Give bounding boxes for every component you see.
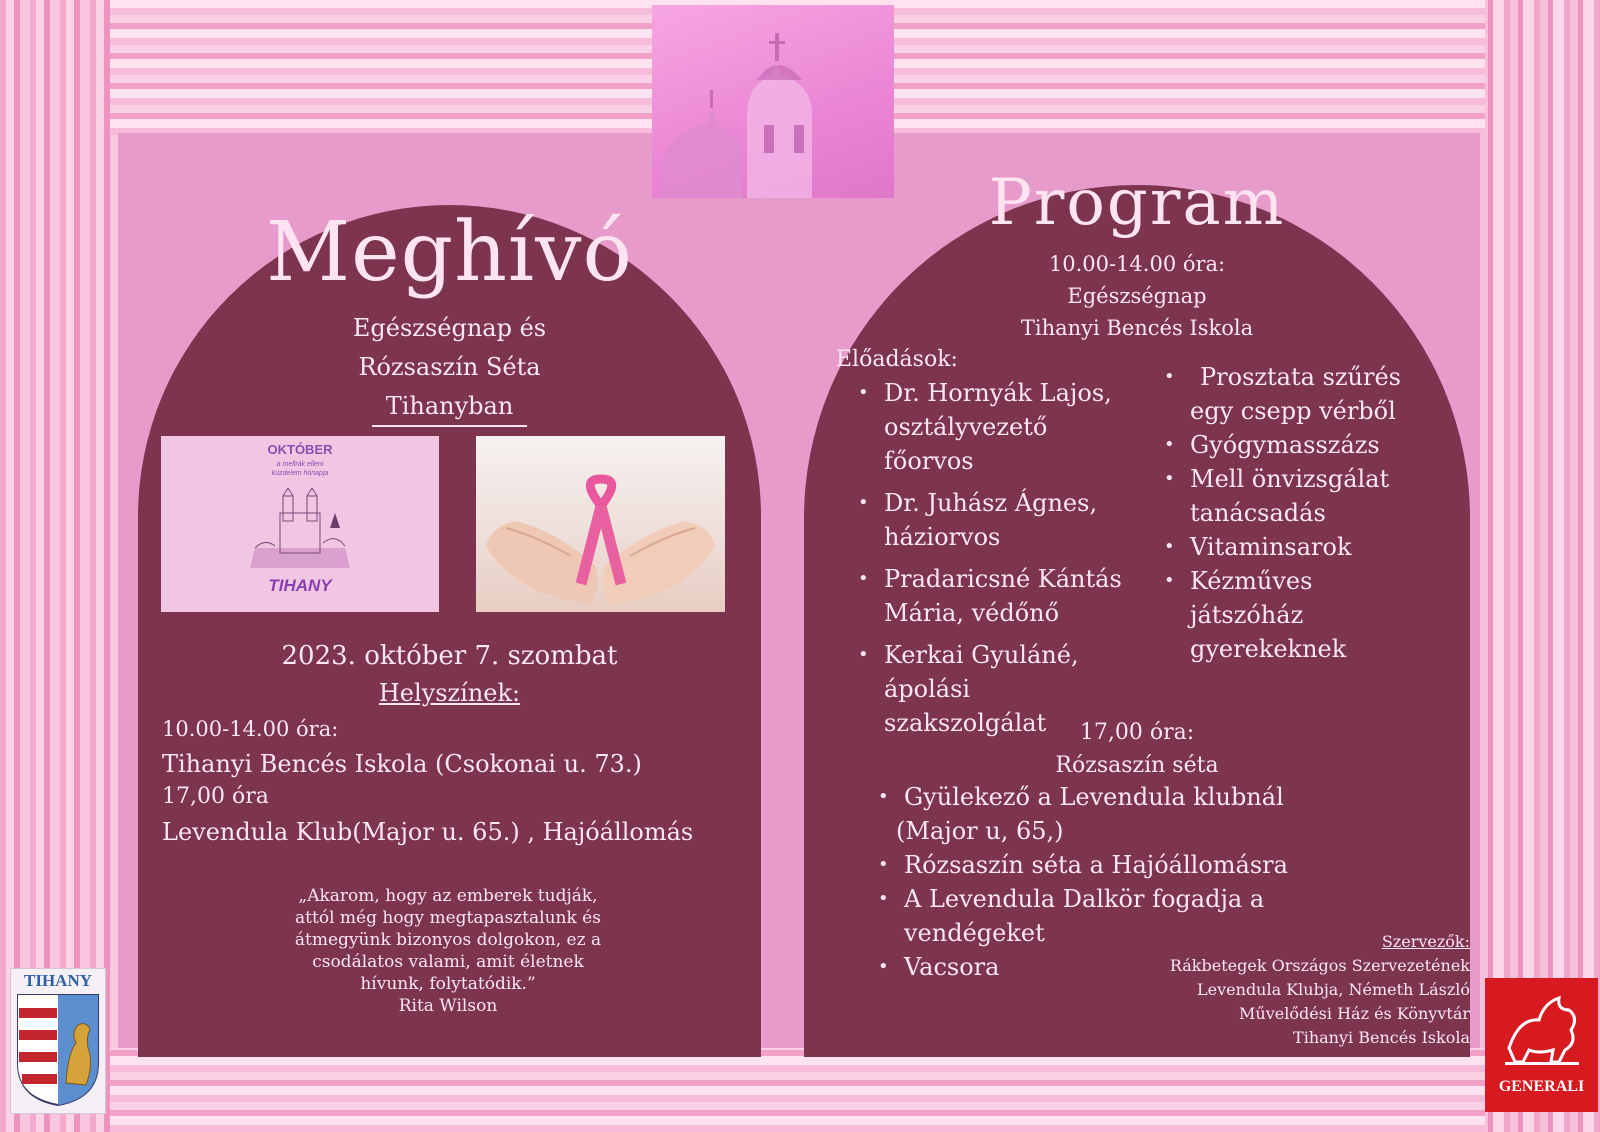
lecture-line: • Kerkai Gyuláné, xyxy=(884,641,1079,669)
lecture-line: osztályvezető xyxy=(884,413,1048,441)
service-line: egy csepp vérből xyxy=(1190,397,1396,425)
organizers-heading: Szervezők: xyxy=(1381,932,1470,951)
service-line: • Vitaminsarok xyxy=(1190,533,1352,561)
list-item xyxy=(876,848,1336,882)
list-item xyxy=(1162,360,1462,428)
place-label: Tihanyi Bencés Iskola xyxy=(1020,316,1254,340)
pink-ribbon-hands-image xyxy=(476,436,725,612)
tihany-logo-text: TIHANY xyxy=(23,971,92,990)
lectures-heading: Előadások: xyxy=(836,347,958,372)
service-line: • Gyógymasszázs xyxy=(1190,431,1380,459)
list-item xyxy=(856,562,1156,630)
walk-line: • A Levendula Dalkör fogadja a xyxy=(904,885,1265,913)
services-list xyxy=(1162,360,1462,666)
lecture-line: főorvos xyxy=(884,447,974,475)
walk-line: • Rózsaszín séta a Hajóállomásra xyxy=(904,851,1288,879)
quote xyxy=(248,885,648,1017)
lecture-line: • Dr. Juhász Ágnes, xyxy=(884,489,1098,517)
list-item xyxy=(856,376,1156,478)
time-label: 10.00-14.00 óra: xyxy=(1048,252,1226,276)
subtitle-line: Rózsaszín Séta xyxy=(358,353,541,381)
list-item xyxy=(876,780,1336,848)
list-item xyxy=(1162,530,1462,564)
lectures-list xyxy=(856,376,1156,740)
organizer-line: Levendula Klubja, Németh László xyxy=(1197,980,1470,999)
generali-logo xyxy=(1485,978,1598,1112)
poster-heading: OKTÓBER xyxy=(267,442,333,457)
invitation-title: Meghívó xyxy=(266,205,633,300)
lecture-line: háziorvos xyxy=(884,523,1001,551)
tihany-coat-of-arms-logo xyxy=(10,968,106,1114)
quote-line: átmegyünk bizonyos dolgokon, ez a xyxy=(294,930,602,950)
frame-bottom xyxy=(110,1048,1485,1132)
venue-line: 17,00 óra xyxy=(162,784,269,809)
program-title: Program xyxy=(988,166,1286,240)
service-line: • Kézműves xyxy=(1190,567,1313,595)
walk-line: • Gyülekező a Levendula klubnál xyxy=(904,783,1284,811)
organizer-line: Rákbetegek Országos Szervezetének xyxy=(1169,956,1470,975)
list-item xyxy=(1162,564,1462,666)
lecture-line: • Pradaricsné Kántás xyxy=(884,565,1122,593)
list-item xyxy=(1162,462,1462,530)
walk-line: (Major u, 65,) xyxy=(896,817,1064,845)
walk-line: • Vacsora xyxy=(904,953,1000,981)
subtitle-line: Tihanyban xyxy=(372,390,528,427)
service-line: • Mell önvizsgálat xyxy=(1190,465,1390,493)
venue-line: 10.00-14.00 óra: xyxy=(162,717,339,741)
subtitle-line: Egészségnap és xyxy=(352,314,547,342)
quote-line: attól még hogy megtapasztalunk és xyxy=(295,908,601,928)
list-item xyxy=(856,486,1156,554)
quote-line: „Akarom, hogy az emberek tudják, xyxy=(298,886,598,906)
frame-left xyxy=(0,0,118,1132)
invitation-subtitle xyxy=(138,312,761,427)
generali-logo-text: GENERALI xyxy=(1498,1078,1585,1095)
venues-heading: Helyszínek: xyxy=(378,679,521,707)
frame-right xyxy=(1480,0,1600,1132)
organizer-line: Tihanyi Bencés Iskola xyxy=(1293,1028,1470,1047)
venue-line: Levendula Klub(Major u. 65.) , Hajóállomás xyxy=(162,818,694,846)
poster-subline: a mellrák elleni xyxy=(276,461,324,468)
event-label: Rózsaszín séta xyxy=(1055,753,1219,778)
walk-line: vendégeket xyxy=(904,919,1045,947)
quote-line: hívunk, folytatódik.” xyxy=(360,974,536,994)
event-label: Egészségnap xyxy=(1067,284,1207,308)
lecture-line: Mária, védőnő xyxy=(884,599,1060,627)
service-line: tanácsadás xyxy=(1190,499,1326,527)
october-poster-image xyxy=(161,436,439,612)
quote-author: Rita Wilson xyxy=(398,996,498,1016)
lecture-line: ápolási xyxy=(884,675,971,703)
walk-header xyxy=(804,716,1470,782)
organizers xyxy=(1110,930,1470,1050)
service-line: játszóház xyxy=(1190,601,1304,629)
service-line: gyerekeknek xyxy=(1190,635,1347,663)
lecture-line: szakszolgálat xyxy=(884,709,1047,737)
list-item xyxy=(1162,428,1462,462)
venue-line: Tihanyi Bencés Iskola (Csokonai u. 73.) xyxy=(162,750,642,778)
time-label: 17,00 óra: xyxy=(1079,720,1195,745)
quote-line: csodálatos valami, amit életnek xyxy=(312,952,584,972)
lecture-line: • Dr. Hornyák Lajos, xyxy=(884,379,1112,407)
organizer-line: Művelődési Ház és Könyvtár xyxy=(1239,1004,1470,1023)
poster-subline: küzdelem hónapja xyxy=(271,470,329,477)
health-day-header xyxy=(804,248,1470,344)
event-date: 2023. október 7. szombat xyxy=(281,641,618,671)
service-line: • Prosztata szűrés xyxy=(1200,363,1401,391)
poster-place: TIHANY xyxy=(268,576,332,595)
